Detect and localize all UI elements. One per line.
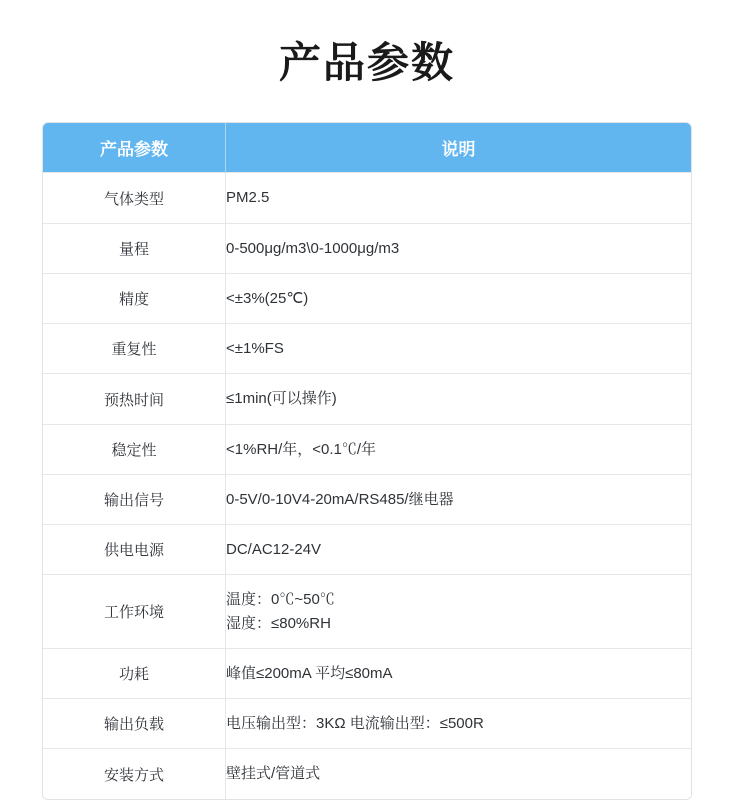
row-value xyxy=(226,648,692,698)
row-value-line: <±3%(25℃) xyxy=(226,289,309,307)
row-value-line: 峰值≤200mA 平均≤80mA xyxy=(226,664,393,682)
table-row xyxy=(43,749,691,799)
row-value-line: 温度：0℃~50℃ xyxy=(226,591,335,609)
table-row xyxy=(43,223,691,273)
row-key: 预热时间 xyxy=(43,374,226,424)
row-value xyxy=(226,749,692,799)
spec-table-container xyxy=(42,122,692,799)
table-row xyxy=(43,648,691,698)
row-value xyxy=(226,424,692,474)
table-row xyxy=(43,699,691,749)
page-title: 产品参数 xyxy=(278,39,455,86)
row-value-line: 壁挂式/管道式 xyxy=(226,765,321,783)
row-key: 稳定性 xyxy=(43,424,226,474)
row-key: 供电电源 xyxy=(43,525,226,575)
row-value-line: 0-5V/0-10V4-20mA/RS485/继电器 xyxy=(226,490,454,508)
row-value xyxy=(226,223,692,273)
row-value-line: DC/AC12-24V xyxy=(226,541,322,559)
column-header-description: 说明 xyxy=(226,123,692,173)
row-value-line: ≤1min(可以操作) xyxy=(226,390,337,408)
table-row xyxy=(43,525,691,575)
row-value xyxy=(226,374,692,424)
spec-table xyxy=(43,123,691,798)
table-row xyxy=(43,173,691,223)
row-key: 安装方式 xyxy=(43,749,226,799)
table-row xyxy=(43,324,691,374)
row-key: 量程 xyxy=(43,223,226,273)
row-value xyxy=(226,575,692,649)
row-value xyxy=(226,324,692,374)
row-key: 气体类型 xyxy=(43,173,226,223)
row-key: 输出负载 xyxy=(43,699,226,749)
row-value xyxy=(226,173,692,223)
row-value-line: 电压输出型：3KΩ 电流输出型：≤500R xyxy=(226,715,484,733)
row-value xyxy=(226,699,692,749)
column-header-parameter: 产品参数 xyxy=(43,123,226,173)
table-row xyxy=(43,374,691,424)
row-value xyxy=(226,525,692,575)
table-row xyxy=(43,424,691,474)
spec-table-head xyxy=(43,123,691,173)
spec-table-body xyxy=(43,173,691,799)
row-value-line: <±1%FS xyxy=(226,340,284,358)
row-key: 精度 xyxy=(43,273,226,323)
row-value-line: PM2.5 xyxy=(226,189,270,207)
table-row xyxy=(43,474,691,524)
row-value xyxy=(226,474,692,524)
row-key: 功耗 xyxy=(43,648,226,698)
row-value-line: 0-500μg/m3\0-1000μg/m3 xyxy=(226,239,400,257)
row-value xyxy=(226,273,692,323)
table-header-row xyxy=(43,123,691,173)
row-key: 输出信号 xyxy=(43,474,226,524)
row-value-line: 湿度：≤80%RH xyxy=(226,614,331,632)
table-row xyxy=(43,273,691,323)
row-value-line: <1%RH/年，<0.1℃/年 xyxy=(226,440,377,458)
row-key: 重复性 xyxy=(43,324,226,374)
row-key: 工作环境 xyxy=(43,575,226,649)
table-row xyxy=(43,575,691,649)
